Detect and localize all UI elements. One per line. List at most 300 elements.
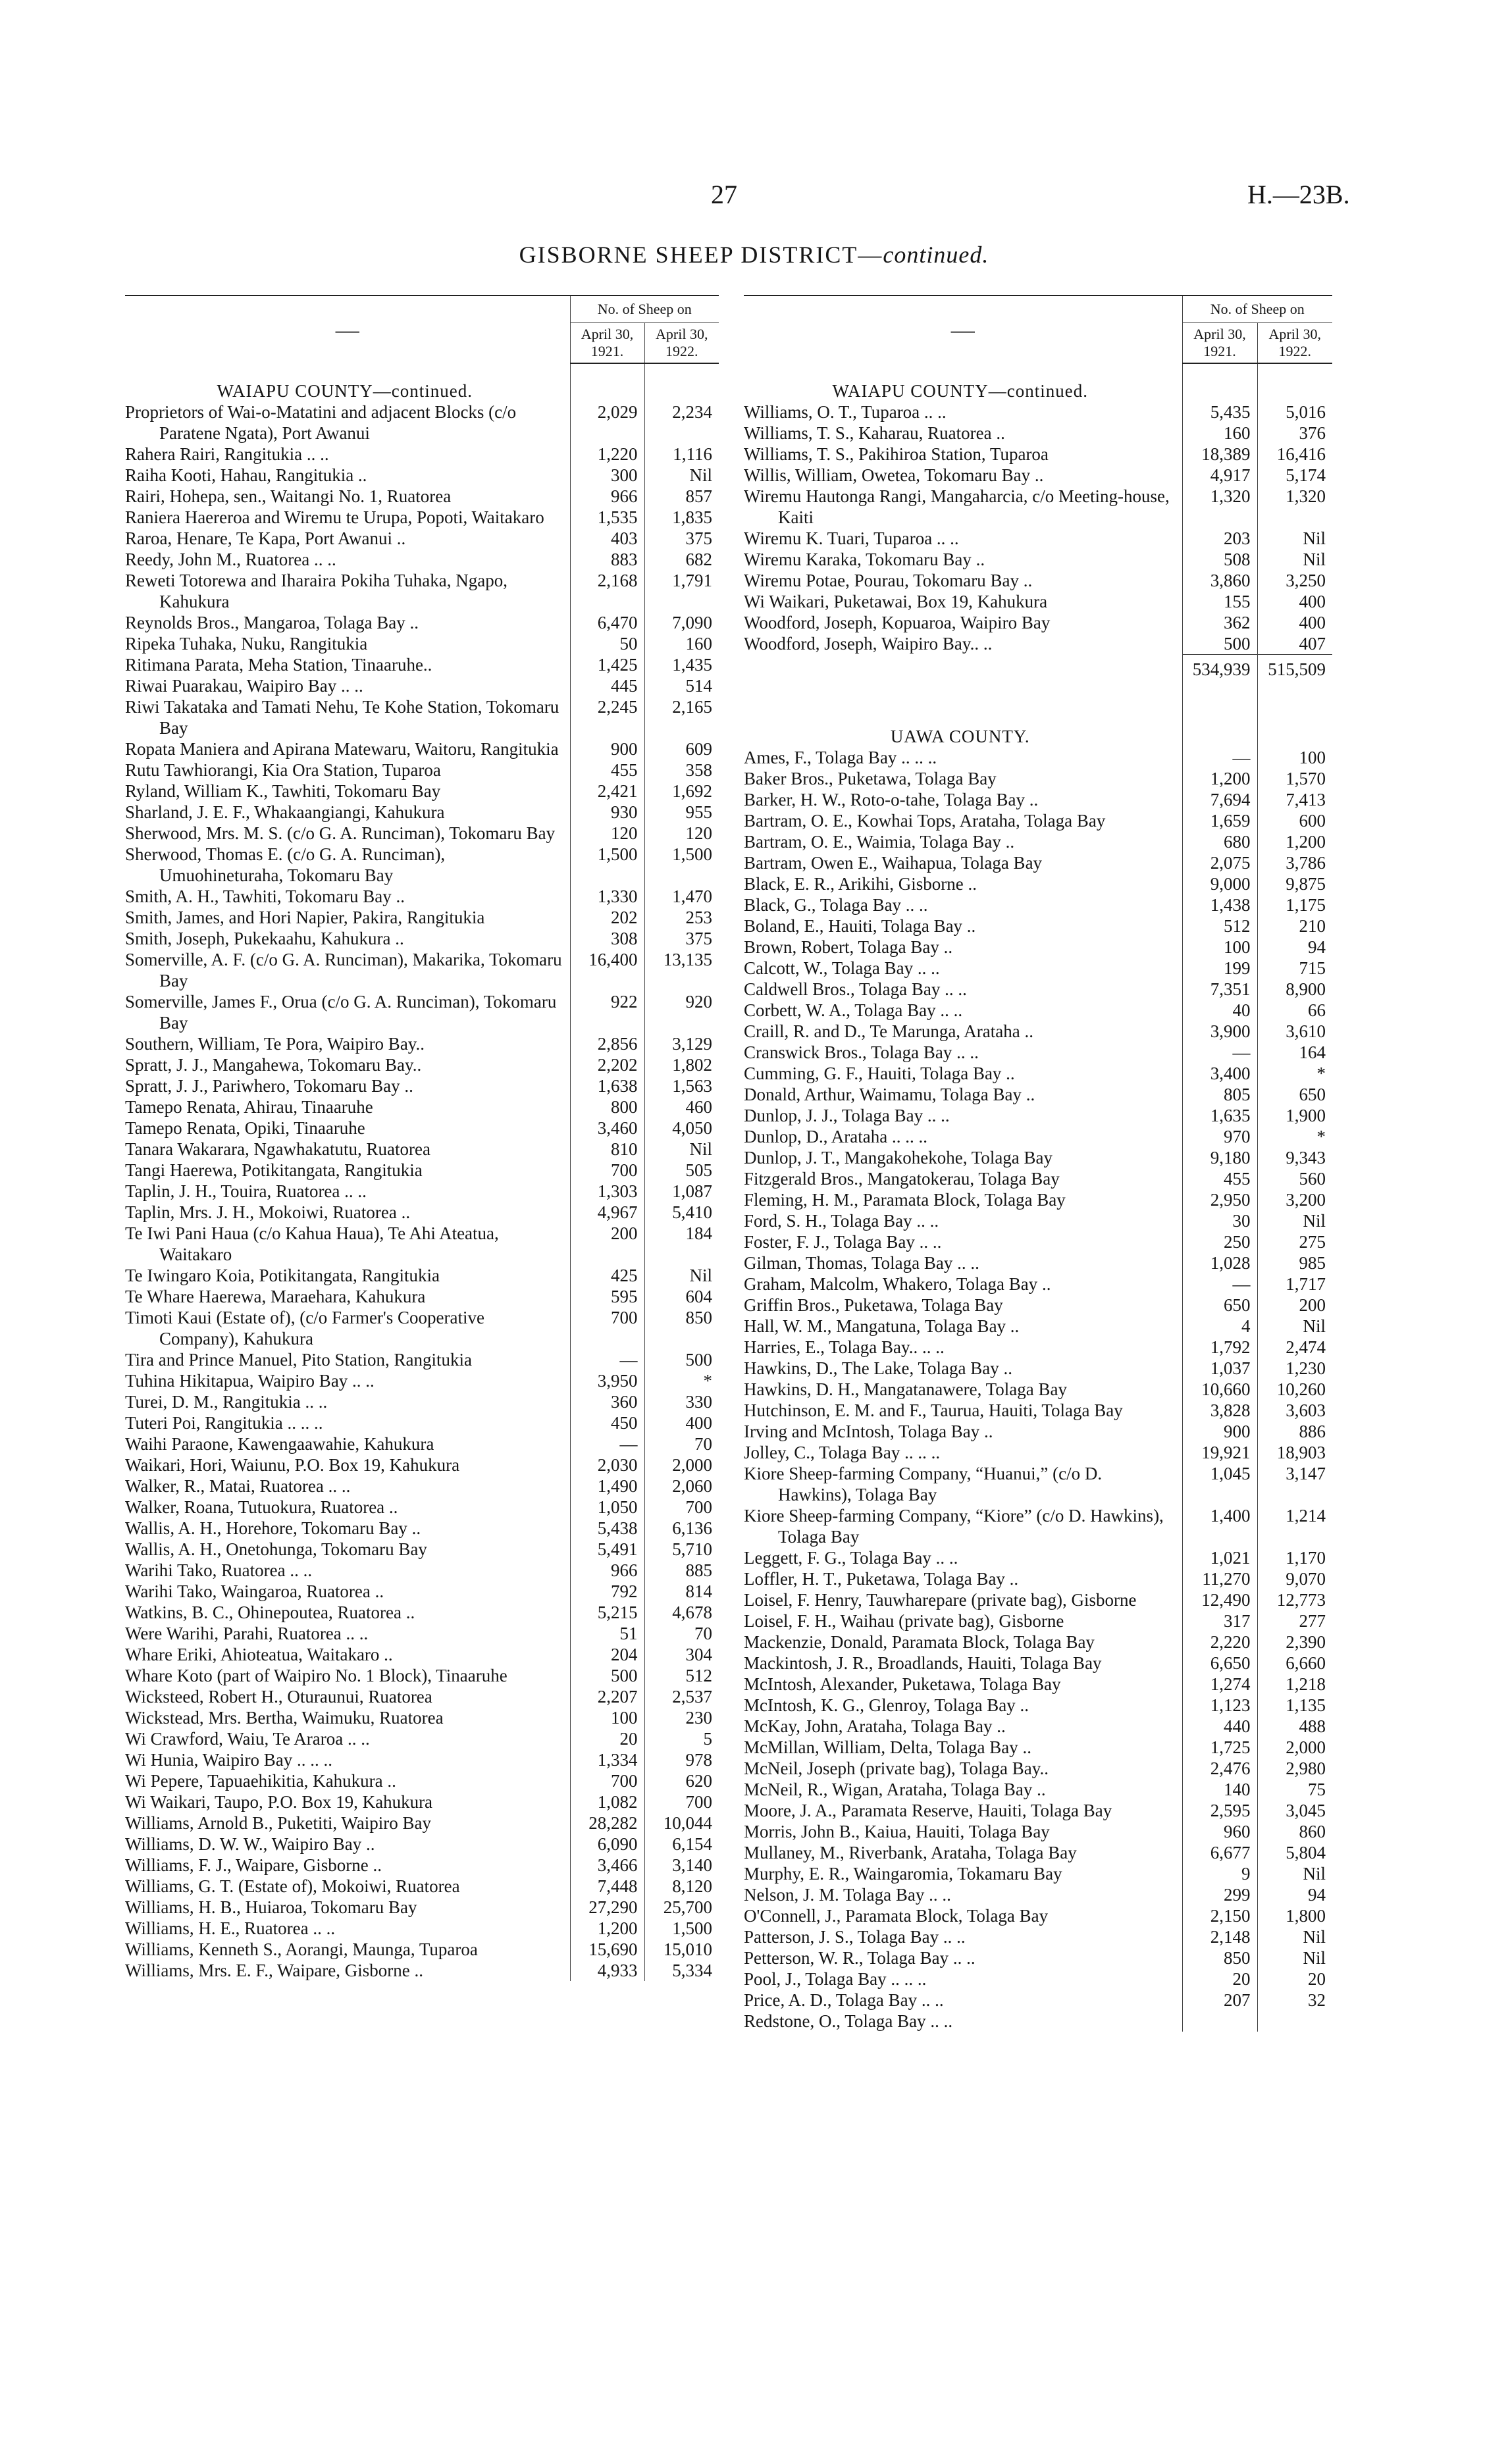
table-row (125, 1686, 719, 1707)
sheep-1921: 403 (570, 528, 644, 549)
sheep-1921: 2,148 (1182, 1926, 1257, 1947)
sheep-1921: 7,351 (1182, 979, 1257, 1000)
table-row (125, 1286, 719, 1307)
sheep-1921: 445 (570, 675, 644, 696)
sheep-1921: 1,334 (570, 1749, 644, 1770)
sheep-1921 (1182, 2011, 1257, 2032)
sheep-1921: 5,435 (1182, 401, 1257, 423)
sheep-1922: 400 (1257, 591, 1332, 612)
sheep-1922: 10,260 (1257, 1379, 1332, 1400)
owner-name: Walker, Roana, Tutuokura, Ruatorea .. (125, 1497, 398, 1517)
owner-name: Hawkins, D. H., Mangatanawere, Tolaga Bay (744, 1379, 1067, 1399)
title-main: GISBORNE SHEEP DISTRICT— (519, 242, 883, 268)
sheep-1921: 3,950 (570, 1370, 644, 1391)
table-row (125, 1623, 719, 1644)
table-row (744, 937, 1332, 958)
table-row (125, 1918, 719, 1939)
owner-name: Williams, Kenneth S., Aorangi, Maunga, Tuparoa (125, 1939, 478, 1959)
sheep-1922: Nil (1257, 1926, 1332, 1947)
table-row (125, 1876, 719, 1897)
table-row (125, 1265, 719, 1286)
sheep-1921: 930 (570, 802, 644, 823)
sheep-1922: 70 (644, 1623, 719, 1644)
sheep-1921: 4,967 (570, 1202, 644, 1223)
owner-name: Ropata Maniera and Apirana Matewaru, Waitoru, Rangitukia (125, 739, 559, 759)
sheep-1922: 7,413 (1257, 789, 1332, 810)
sheep-1922: 5,804 (1257, 1842, 1332, 1863)
sheep-1922: 885 (644, 1560, 719, 1581)
owner-name: Warihi Tako, Waingaroa, Ruatorea .. (125, 1581, 384, 1601)
sheep-1922: 3,045 (1257, 1800, 1332, 1821)
owner-name: Dunlop, D., Arataha .. .. .. (744, 1127, 927, 1146)
sheep-1921: 2,029 (570, 401, 644, 444)
table-row (744, 1821, 1332, 1842)
sheep-1922: 13,135 (644, 949, 719, 991)
sheep-1921: 883 (570, 549, 644, 570)
sheep-1922: 20 (1257, 1968, 1332, 1989)
owner-name: Kiore Sheep-farming Company, “Huanui,” (c/o D. Hawkins), Tolaga Bay (744, 1464, 1103, 1504)
sheep-1921: 200 (570, 1223, 644, 1265)
header-dash: — (125, 295, 570, 363)
sheep-1922: 3,140 (644, 1855, 719, 1876)
sheep-1922: 920 (644, 991, 719, 1033)
owner-name: Woodford, Joseph, Waipiro Bay.. .. (744, 634, 993, 654)
table-row (744, 915, 1332, 937)
table-row (125, 1202, 719, 1223)
sheep-1921: 425 (570, 1265, 644, 1286)
owner-name: Whare Eriki, Ahioteatua, Waitakaro .. (125, 1645, 393, 1664)
table-row (125, 759, 719, 781)
table-row (744, 591, 1332, 612)
sheep-1922: 164 (1257, 1042, 1332, 1063)
sheep-1921: 317 (1182, 1610, 1257, 1631)
owner-name: Reweti Totorewa and Iharaira Pokiha Tuhaka, Ngapo, Kahukura (125, 571, 507, 611)
sheep-1922: 75 (1257, 1779, 1332, 1800)
sheep-1921: 1,330 (570, 886, 644, 907)
table-row (744, 1442, 1332, 1463)
owner-name: Price, A. D., Tolaga Bay .. .. (744, 1990, 944, 2010)
owner-name: Loffler, H. T., Puketawa, Tolaga Bay .. (744, 1569, 1019, 1589)
sheep-1922: Nil (1257, 1947, 1332, 1968)
table-row (744, 1884, 1332, 1905)
table-row (744, 1400, 1332, 1421)
table-row (744, 789, 1332, 810)
sheep-1921: 3,860 (1182, 570, 1257, 591)
owner-name: Williams, Arnold B., Puketiti, Waipiro Bay (125, 1813, 431, 1833)
sheep-1921: 202 (570, 907, 644, 928)
owner-name: Williams, Mrs. E. F., Waipare, Gisborne .. (125, 1961, 424, 1980)
owner-name: Irving and McIntosh, Tolaga Bay .. (744, 1422, 993, 1441)
owner-name: Wi Hunia, Waipiro Bay .. .. .. (125, 1750, 332, 1770)
table-row (744, 1210, 1332, 1231)
sheep-1921: 966 (570, 1560, 644, 1581)
owner-name: Ritimana Parata, Meha Station, Tinaaruhe.. (125, 655, 432, 675)
sheep-1922: 12,773 (1257, 1589, 1332, 1610)
sheep-1921: 308 (570, 928, 644, 949)
table-row (744, 1273, 1332, 1295)
table-row (744, 1063, 1332, 1084)
sheep-1922: 1,200 (1257, 831, 1332, 852)
table-row (125, 549, 719, 570)
sheep-1921: 508 (1182, 549, 1257, 570)
sheep-1922: 8,900 (1257, 979, 1332, 1000)
sheep-1922: 5,334 (644, 1960, 719, 1981)
sheep-1922: 120 (644, 823, 719, 844)
sheep-1922: Nil (1257, 549, 1332, 570)
sheep-1921: 595 (570, 1286, 644, 1307)
sheep-1922: 682 (644, 549, 719, 570)
sheep-1922: 5,710 (644, 1539, 719, 1560)
owner-name: Smith, Joseph, Pukekaahu, Kahukura .. (125, 929, 404, 948)
owner-name: Willis, William, Owetea, Tokomaru Bay .. (744, 465, 1044, 485)
sheep-1921: 204 (570, 1644, 644, 1665)
sheep-table-right (744, 295, 1332, 2032)
owner-name: Woodford, Joseph, Kopuaroa, Waipiro Bay (744, 613, 1051, 632)
owner-name: Spratt, J. J., Pariwhero, Tokomaru Bay .. (125, 1076, 413, 1096)
table-row (744, 1316, 1332, 1337)
sheep-1921: 4 (1182, 1316, 1257, 1337)
table-row (744, 570, 1332, 591)
sheep-1921: 40 (1182, 1000, 1257, 1021)
sheep-1922: 25,700 (644, 1897, 719, 1918)
table-row (125, 1644, 719, 1665)
sheep-1922: 978 (644, 1749, 719, 1770)
sheep-1922: 5,016 (1257, 401, 1332, 423)
sheep-1922: 1,214 (1257, 1505, 1332, 1547)
owner-name: Loisel, F. H., Waihau (private bag), Gisborne (744, 1611, 1064, 1631)
owner-name: Ames, F., Tolaga Bay .. .. .. (744, 748, 937, 767)
sheep-1921: 700 (570, 1770, 644, 1791)
table-row (125, 633, 719, 654)
sheep-1922: 1,470 (644, 886, 719, 907)
sheep-1922: 488 (1257, 1716, 1332, 1737)
sheep-1921: 3,460 (570, 1117, 644, 1139)
owner-name: Williams, D. W. W., Waipiro Bay .. (125, 1834, 375, 1854)
table-row (744, 486, 1332, 528)
owner-name: Bartram, O. E., Waimia, Tolaga Bay .. (744, 832, 1015, 852)
table-row (125, 1096, 719, 1117)
table-row (744, 1295, 1332, 1316)
sheep-1921: 7,694 (1182, 789, 1257, 810)
section-heading-uawa: UAWA COUNTY. (890, 727, 1030, 746)
sheep-1922: Nil (644, 465, 719, 486)
owner-name: Griffin Bros., Puketawa, Tolaga Bay (744, 1295, 1003, 1315)
sheep-1921: — (570, 1349, 644, 1370)
table-row (744, 2011, 1332, 2032)
table-row (125, 1707, 719, 1728)
table-row (125, 401, 719, 444)
table-row (744, 1379, 1332, 1400)
sheep-1921: 100 (570, 1707, 644, 1728)
table-row (125, 949, 719, 991)
sheep-1921: 440 (1182, 1716, 1257, 1737)
owner-name: Williams, F. J., Waipare, Gisborne .. (125, 1855, 382, 1875)
table-row (744, 1252, 1332, 1273)
table-row (744, 1358, 1332, 1379)
sheep-1922: 1,087 (644, 1181, 719, 1202)
sheep-1921: 360 (570, 1391, 644, 1412)
sheep-1921: 155 (1182, 591, 1257, 612)
owner-name: Wiremu Hautonga Rangi, Mangaharcia, c/o Meeting-house, Kaiti (744, 486, 1170, 527)
table-row (125, 1560, 719, 1581)
table-row (125, 1791, 719, 1812)
section-heading: WAIAPU COUNTY—continued. (217, 381, 473, 401)
table-row (744, 465, 1332, 486)
sheep-1922: 9,343 (1257, 1147, 1332, 1168)
sheep-1921: 1,200 (570, 1918, 644, 1939)
owner-name: Wi Crawford, Waiu, Te Araroa .. .. (125, 1729, 370, 1749)
sheep-1921: 207 (1182, 1989, 1257, 2011)
sheep-1921: 6,677 (1182, 1842, 1257, 1863)
owner-name: Ryland, William K., Tawhiti, Tokomaru Bay (125, 781, 441, 801)
table-row (125, 823, 719, 844)
sheep-1922: 1,175 (1257, 894, 1332, 915)
table-row (125, 1391, 719, 1412)
owner-name: Te Whare Haerewa, Maraehara, Kahukura (125, 1287, 426, 1306)
sheep-1922: 2,474 (1257, 1337, 1332, 1358)
sheep-1922: 604 (644, 1286, 719, 1307)
sheep-1921: 15,690 (570, 1939, 644, 1960)
table-row (125, 1075, 719, 1096)
table-row (744, 1695, 1332, 1716)
table-row (125, 802, 719, 823)
left-table-body (125, 363, 719, 1981)
table-row (744, 1758, 1332, 1779)
sheep-1922: 253 (644, 907, 719, 928)
table-row (744, 1463, 1332, 1505)
sheep-1922: 512 (644, 1665, 719, 1686)
sheep-1922: 1,320 (1257, 486, 1332, 528)
sheep-1922: 5 (644, 1728, 719, 1749)
table-row (125, 1412, 719, 1433)
table-row (744, 1126, 1332, 1147)
header-year-1921: April 30, 1921. (570, 323, 644, 364)
table-row (744, 1926, 1332, 1947)
table-row (125, 738, 719, 759)
owner-name: Morris, John B., Kaiua, Hauiti, Tolaga Bay (744, 1822, 1050, 1841)
table-row (125, 465, 719, 486)
owner-name: Black, E. R., Arikihi, Gisborne .. (744, 874, 977, 894)
table-row (125, 928, 719, 949)
owner-name: Smith, James, and Hori Napier, Pakira, Rangitukia (125, 908, 485, 927)
sheep-1922: Nil (1257, 528, 1332, 549)
sheep-1921: 362 (1182, 612, 1257, 633)
owner-name: Ford, S. H., Tolaga Bay .. .. (744, 1211, 939, 1231)
sheep-1921: 3,900 (1182, 1021, 1257, 1042)
owner-name: Williams, T. S., Pakihiroa Station, Tuparoa (744, 444, 1049, 464)
table-row (744, 1568, 1332, 1589)
table-row (125, 486, 719, 507)
owner-name: Watkins, B. C., Ohinepoutea, Ruatorea .. (125, 1603, 415, 1622)
table-row (744, 1000, 1332, 1021)
sheep-1921: 2,202 (570, 1054, 644, 1075)
sheep-1922: 407 (1257, 633, 1332, 655)
sheep-1921: 28,282 (570, 1812, 644, 1834)
sheep-1922: 15,010 (644, 1939, 719, 1960)
sheep-1922: 5,410 (644, 1202, 719, 1223)
sheep-1922: 94 (1257, 1884, 1332, 1905)
sheep-1922: 16,416 (1257, 444, 1332, 465)
owner-name: Wicksteed, Robert H., Oturaunui, Ruatorea (125, 1687, 432, 1707)
sheep-1921: 18,389 (1182, 444, 1257, 465)
owner-name: Foster, F. J., Tolaga Bay .. .. (744, 1232, 942, 1252)
sheep-1921: 30 (1182, 1210, 1257, 1231)
sheep-1922: 7,090 (644, 612, 719, 633)
table-row (125, 528, 719, 549)
owner-name: Nelson, J. M. Tolaga Bay .. .. (744, 1885, 951, 1905)
sheep-1922: 8,120 (644, 1876, 719, 1897)
owner-name: Williams, T. S., Kaharau, Ruatorea .. (744, 423, 1005, 443)
sheep-1921: 299 (1182, 1884, 1257, 1905)
table-row (744, 401, 1332, 423)
owner-name: Riwai Puarakau, Waipiro Bay .. .. (125, 676, 363, 696)
header-group: No. of Sheep on (570, 295, 719, 323)
sheep-1921: 250 (1182, 1231, 1257, 1252)
owner-name: Mackenzie, Donald, Paramata Block, Tolaga Bay (744, 1632, 1095, 1652)
table-row (125, 1539, 719, 1560)
sheep-1922: 230 (644, 1707, 719, 1728)
owner-name: Donald, Arthur, Waimamu, Tolaga Bay .. (744, 1085, 1035, 1104)
owner-name: Jolley, C., Tolaga Bay .. .. .. (744, 1443, 941, 1462)
sheep-1922: 514 (644, 675, 719, 696)
table-row (744, 1716, 1332, 1737)
sheep-1922: 620 (644, 1770, 719, 1791)
sheep-1921: 900 (570, 738, 644, 759)
owner-name: Bartram, Owen E., Waihapua, Tolaga Bay (744, 853, 1043, 873)
sheep-1922: 2,165 (644, 696, 719, 738)
document-reference: H.—23B. (1247, 180, 1350, 209)
owner-name: Wallis, A. H., Horehore, Tokomaru Bay .. (125, 1518, 421, 1538)
owner-name: Raniera Haereroa and Wiremu te Urupa, Popoti, Waitakaro (125, 507, 544, 527)
owner-name: Tamepo Renata, Opiki, Tinaaruhe (125, 1118, 365, 1138)
owner-name: Dunlop, J. T., Mangakohekohe, Tolaga Bay (744, 1148, 1053, 1168)
sheep-1922: * (1257, 1126, 1332, 1147)
sheep-1922: 1,435 (644, 654, 719, 675)
table-row (125, 1433, 719, 1454)
sheep-1921: 1,082 (570, 1791, 644, 1812)
owner-name: Brown, Robert, Tolaga Bay .. (744, 937, 953, 957)
table-row (125, 1139, 719, 1160)
sheep-1922: 375 (644, 928, 719, 949)
owner-name: Sherwood, Thomas E. (c/o G. A. Runciman), Umuohineturaha, Tokomaru Bay (125, 844, 446, 885)
sheep-1921: 512 (1182, 915, 1257, 937)
table-row (125, 1834, 719, 1855)
sheep-1921: 3,828 (1182, 1400, 1257, 1421)
sheep-1922: 2,537 (644, 1686, 719, 1707)
table-row (744, 1631, 1332, 1653)
table-row (125, 1476, 719, 1497)
owner-name: Waihi Paraone, Kawengaawahie, Kahukura (125, 1434, 434, 1454)
sheep-1921: 680 (1182, 831, 1257, 852)
owner-name: Gilman, Thomas, Tolaga Bay .. .. (744, 1253, 979, 1273)
sheep-1922: 3,603 (1257, 1400, 1332, 1421)
table-row (125, 612, 719, 633)
table-row (125, 991, 719, 1033)
owner-name: Te Iwingaro Koia, Potikitangata, Rangitukia (125, 1266, 440, 1285)
sheep-1922: 200 (1257, 1295, 1332, 1316)
sheep-1921: 20 (1182, 1968, 1257, 1989)
sheep-1922: 500 (644, 1349, 719, 1370)
header-year-1922: April 30, 1922. (644, 323, 719, 364)
sheep-1922: Nil (1257, 1316, 1332, 1337)
sheep-1922: 3,200 (1257, 1189, 1332, 1210)
sheep-1921: 160 (1182, 423, 1257, 444)
table-row (744, 747, 1332, 768)
table-row (125, 781, 719, 802)
table-row (744, 1842, 1332, 1863)
owner-name: Kiore Sheep-farming Company, “Kiore” (c/o D. Hawkins), Tolaga Bay (744, 1506, 1164, 1547)
sheep-1922: 955 (644, 802, 719, 823)
table-row (744, 423, 1332, 444)
table-row (125, 1665, 719, 1686)
sheep-1921: 455 (570, 759, 644, 781)
sheep-1921: 805 (1182, 1084, 1257, 1105)
sheep-1921: 1,037 (1182, 1358, 1257, 1379)
owner-name: Raroa, Henare, Te Kapa, Port Awanui .. (125, 528, 406, 548)
table-row (125, 444, 719, 465)
sheep-1921: 2,476 (1182, 1758, 1257, 1779)
sheep-1921: 7,448 (570, 1876, 644, 1897)
sheep-1921: 4,917 (1182, 465, 1257, 486)
owner-name: McNeil, Joseph (private bag), Tolaga Bay.. (744, 1758, 1049, 1778)
table-row (125, 1370, 719, 1391)
right-table-body (744, 363, 1332, 2032)
owner-name: Patterson, J. S., Tolaga Bay .. .. (744, 1927, 966, 1947)
table-row (125, 570, 719, 612)
sheep-1921: 9,000 (1182, 873, 1257, 894)
table-row (744, 1231, 1332, 1252)
sheep-1921: 9 (1182, 1863, 1257, 1884)
owner-name: Riwi Takataka and Tamati Nehu, Te Kohe Station, Tokomaru Bay (125, 697, 559, 738)
sheep-1922: 1,230 (1257, 1358, 1332, 1379)
table-row (125, 1855, 719, 1876)
owner-name: Proprietors of Wai-o-Matatini and adjacent Blocks (c/o Paratene Ngata), Port Awanui (125, 402, 517, 443)
owner-name: Spratt, J. J., Mangahewa, Tokomaru Bay.. (125, 1055, 422, 1075)
sheep-1921: 455 (1182, 1168, 1257, 1189)
sheep-1922: 560 (1257, 1168, 1332, 1189)
sheep-1921: 20 (570, 1728, 644, 1749)
sheep-1922: 860 (1257, 1821, 1332, 1842)
sheep-1921: 6,090 (570, 1834, 644, 1855)
sheep-table-left (125, 295, 719, 1981)
sheep-1922: 700 (644, 1497, 719, 1518)
owner-name: O'Connell, J., Paramata Block, Tolaga Bay (744, 1906, 1049, 1926)
table-row (744, 810, 1332, 831)
owner-name: Wi Waikari, Taupo, P.O. Box 19, Kahukura (125, 1792, 433, 1812)
table-row (125, 1728, 719, 1749)
table-row (125, 844, 719, 886)
total-1922: 515,509 (1257, 655, 1332, 680)
sheep-1922: 857 (644, 486, 719, 507)
sheep-1921: 3,400 (1182, 1063, 1257, 1084)
sheep-1922: 715 (1257, 958, 1332, 979)
owner-name: Sharland, J. E. F., Whakaangiangi, Kahukura (125, 802, 445, 822)
sheep-1921: 203 (1182, 528, 1257, 549)
owner-name: Reedy, John M., Ruatorea .. .. (125, 550, 336, 569)
sheep-1922: 1,900 (1257, 1105, 1332, 1126)
sheep-1922: 1,802 (644, 1054, 719, 1075)
sheep-1922: 210 (1257, 915, 1332, 937)
table-row (744, 1610, 1332, 1631)
sheep-1921: — (1182, 1273, 1257, 1295)
sheep-1921: 51 (570, 1623, 644, 1644)
table-row (125, 1749, 719, 1770)
sheep-1921: 2,595 (1182, 1800, 1257, 1821)
owner-name: Rairi, Hohepa, sen., Waitangi No. 1, Ruatorea (125, 486, 452, 506)
table-row (125, 507, 719, 528)
header-year-1921: April 30, 1921. (1182, 323, 1257, 364)
owner-name: Smith, A. H., Tawhiti, Tokomaru Bay .. (125, 886, 405, 906)
